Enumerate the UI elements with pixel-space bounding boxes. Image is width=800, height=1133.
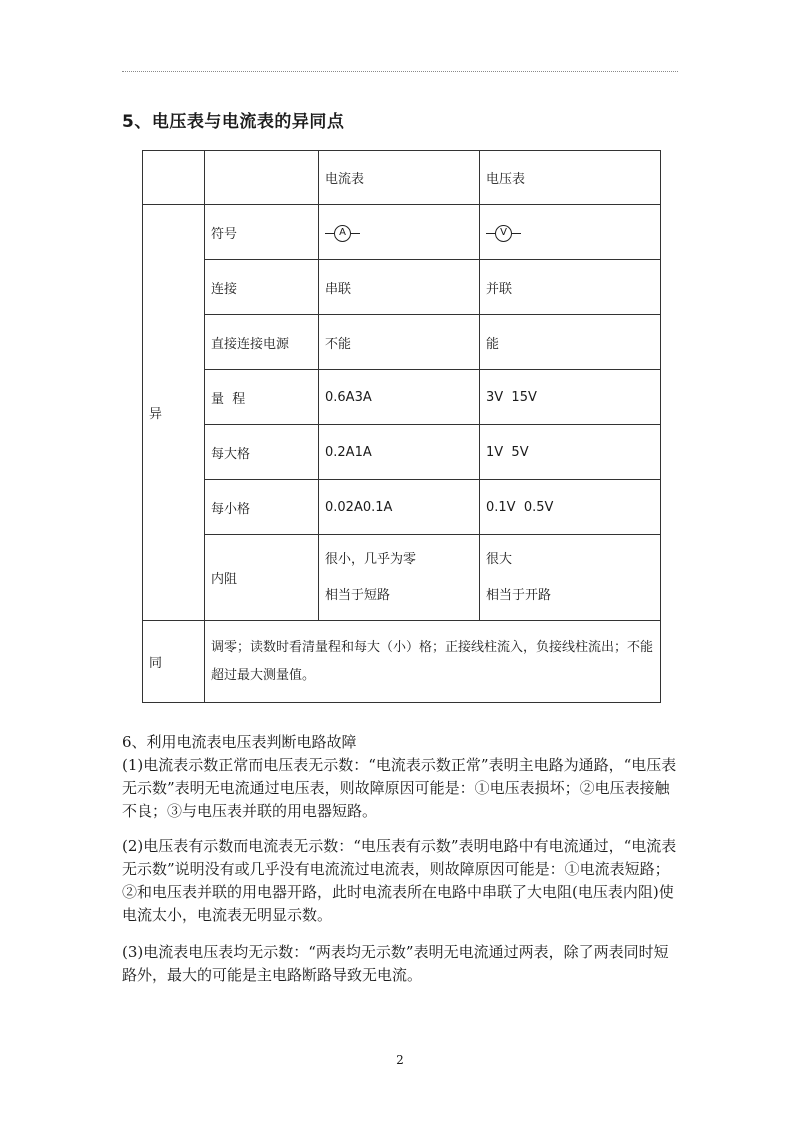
row-label: 直接连接电源 [205,315,319,370]
diff-group-label: 异 [143,205,205,621]
voltmeter-resistance-line-1: 很大 [486,551,513,567]
row-label: 符号 [205,205,319,260]
section-5-heading: 5、电压表与电流表的异同点 [122,112,345,132]
row-label: 每大格 [205,425,319,480]
voltmeter-resistance-line-2: 相当于开路 [486,587,552,603]
paragraph-3: (3)电流表电压表均无示数：“两表均无示数”表明无电流通过两表，除了两表同时短路外，最大的可能是主电路断路导致无电流。 [122,943,669,984]
voltmeter-cell: 0.1V 0.5V [480,480,661,535]
table-row-connection [143,260,661,315]
same-group-label: 同 [143,621,205,703]
ammeter-cell: 0.6A3A [319,370,480,425]
voltmeter-cell: 能 [480,315,661,370]
ammeter-cell [319,535,480,621]
table-row-minor-division [143,480,661,535]
ammeter-cell: 串联 [319,260,480,315]
row-label: 每小格 [205,480,319,535]
row-label: 连接 [205,260,319,315]
ammeter-resistance-line-1: 很小，几乎为零 [325,551,417,567]
paragraph-2: (2)电压表有示数而电流表无示数：“电压表有示数”表明电路中有电流通过，“电流表无示数”说明没有或几乎没有电流流过电流表，则故障原因可能是：①电流表短路；②和电压表并联的用电器开路，此时电流表所在电路中串联了大电阻(电压表内阻)使电流太小，电流表无明显示数。 [122,837,677,924]
voltmeter-cell: 3V 15V [480,370,661,425]
ammeter-symbol-cell [319,205,480,260]
page-number: 2 [396,1053,404,1067]
voltmeter-symbol-cell [480,205,661,260]
table-row-internal-resistance [143,535,661,621]
voltmeter-cell: 并联 [480,260,661,315]
table-row-symbol [143,205,661,260]
ammeter-cell: 0.2A1A [319,425,480,480]
table-row-direct-source [143,315,661,370]
table-row-similarities [143,621,661,703]
section-6-heading: 6、利用电流表电压表判断电路故障 [122,733,357,751]
row-label: 量 程 [205,370,319,425]
table-row-range [143,370,661,425]
voltmeter-symbol-icon: V [486,225,521,242]
similarities-text: 调零；读数时看清量程和每大（小）格；正接线柱流入，负接线柱流出；不能超过最大测量值。 [205,621,661,703]
row-label: 内阻 [205,535,319,621]
voltmeter-cell: 1V 5V [480,425,661,480]
ammeter-resistance-line-2: 相当于短路 [325,587,391,603]
table-row-major-division [143,425,661,480]
comparison-table [142,150,661,703]
header-cell-empty-2 [205,151,319,205]
ammeter-cell: 不能 [319,315,480,370]
header-cell-ammeter: 电流表 [319,151,480,205]
paragraph-1: (1)电流表示数正常而电压表无示数：“电流表示数正常”表明主电路为通路，“电压表无示数”表明无电流通过电压表，则故障原因可能是：①电压表损坏；②电压表接触不良；③与电压表并联的用电器短路。 [122,756,677,820]
header-cell-empty-1 [143,151,205,205]
header-cell-voltmeter: 电压表 [480,151,661,205]
table-header-row [143,151,661,205]
header-dotted-rule [122,71,678,72]
voltmeter-cell [480,535,661,621]
ammeter-symbol-icon: A [325,225,360,242]
ammeter-cell: 0.02A0.1A [319,480,480,535]
